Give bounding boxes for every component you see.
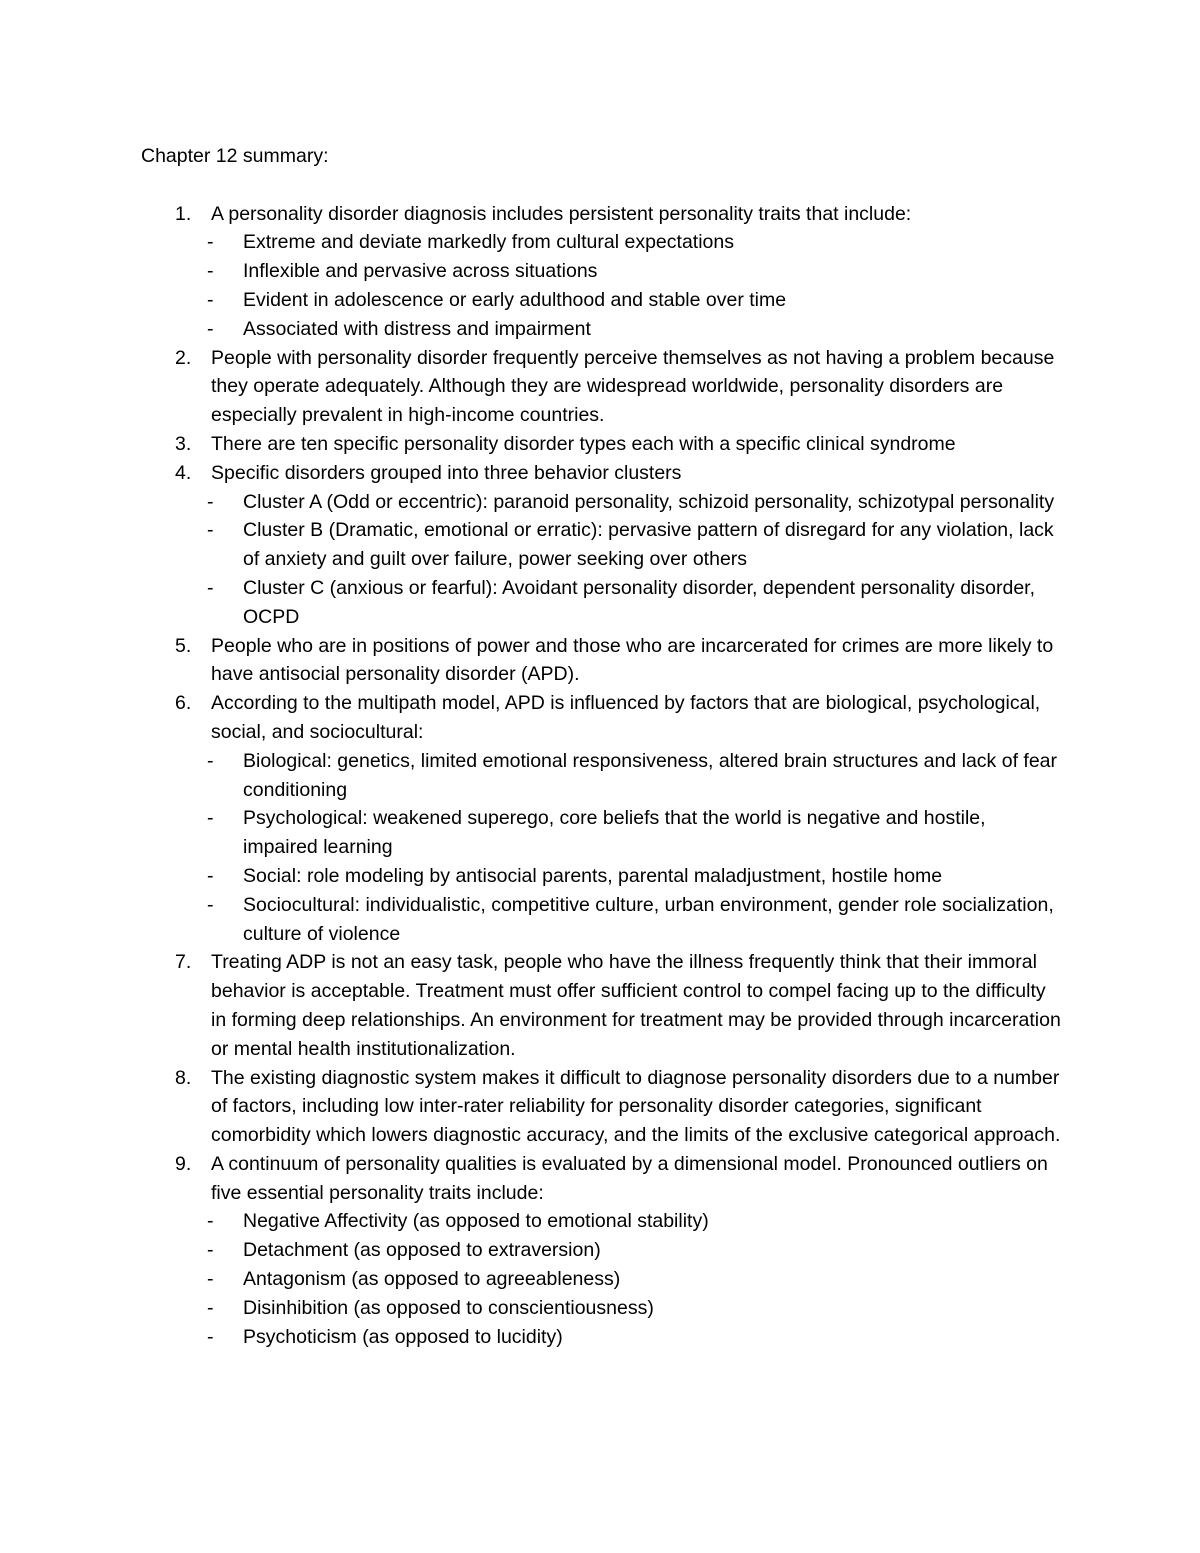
sub-list-item [207, 286, 1061, 315]
sub-list-item-text: Evident in adolescence or early adulthood and stable over time [243, 288, 787, 311]
dash-bullet: - [207, 576, 214, 599]
sub-list-item [207, 747, 1061, 805]
list-item-text: A personality disorder diagnosis includes persistent personality traits that include: [211, 202, 912, 225]
list-item-text: A continuum of personality qualities is evaluated by a dimensional model. Pronounced outliers on five essential personality traits include: [211, 1152, 1048, 1204]
document-page [141, 142, 1061, 1351]
list-item-text: There are ten specific personality disorder types each with a specific clinical syndrome [211, 432, 956, 455]
dash-bullet: - [207, 317, 214, 340]
list-item-number: 9. [175, 1152, 192, 1175]
list-item-number: 3. [175, 432, 192, 455]
sub-list-item-text: Psychological: weakened superego, core beliefs that the world is negative and hostile, impaired learning [243, 807, 986, 859]
dash-bullet: - [207, 1296, 214, 1319]
numbered-list [141, 200, 1061, 1352]
list-item [141, 632, 1061, 690]
sub-list-item-text: Negative Affectivity (as opposed to emotional stability) [243, 1210, 709, 1233]
sub-list [207, 1207, 1061, 1351]
dash-bullet: - [207, 893, 214, 916]
sub-list-item [207, 862, 1061, 891]
list-item-text: People who are in positions of power and those who are incarcerated for crimes are more likely to have antisocial personality disorder (APD). [211, 634, 1054, 686]
sub-list-item-text: Inflexible and pervasive across situations [243, 260, 598, 283]
sub-list-item [207, 315, 1061, 344]
sub-list-item [207, 804, 1061, 862]
dash-bullet: - [207, 1268, 214, 1291]
list-item-number: 6. [175, 692, 192, 715]
list-item [141, 948, 1061, 1063]
sub-list-item [207, 1236, 1061, 1265]
dash-bullet: - [207, 749, 214, 772]
page-title: Chapter 12 summary: [141, 145, 329, 167]
list-item [141, 1150, 1061, 1352]
list-item [141, 459, 1061, 632]
list-item [141, 1064, 1061, 1150]
dash-bullet: - [207, 288, 214, 311]
list-item [141, 689, 1061, 948]
sub-list-item [207, 228, 1061, 257]
sub-list-item-text: Sociocultural: individualistic, competitive culture, urban environment, gender role socialization, culture of violence [243, 893, 1054, 945]
list-item-number: 1. [175, 202, 192, 225]
sub-list-item-text: Associated with distress and impairment [243, 317, 591, 340]
list-item-number: 4. [175, 461, 192, 484]
sub-list-item-text: Biological: genetics, limited emotional responsiveness, altered brain structures and lack of fear conditioning [243, 749, 1058, 801]
sub-list-item [207, 1323, 1061, 1352]
dash-bullet: - [207, 490, 214, 513]
list-item-number: 5. [175, 634, 192, 657]
sub-list-item-text: Detachment (as opposed to extraversion) [243, 1239, 601, 1262]
list-item-text: The existing diagnostic system makes it difficult to diagnose personality disorders due to a number of factors, including low inter-rater reliability for personality disorder categories, significant comorbidity which lowers diagnostic accuracy, and the limits of the exclusive categorical approach. [211, 1066, 1061, 1147]
list-item-number: 8. [175, 1066, 192, 1089]
sub-list-item-text: Extreme and deviate markedly from cultural expectations [243, 231, 734, 254]
dash-bullet: - [207, 807, 214, 830]
sub-list-item [207, 516, 1061, 574]
list-item [141, 430, 1061, 459]
sub-list-item [207, 1294, 1061, 1323]
list-item-text: People with personality disorder frequently perceive themselves as not having a problem because they operate adequately. Although they are widespread worldwide, personality disorders are especially prevalent in high-income countries. [211, 346, 1055, 427]
list-item-text: Treating ADP is not an easy task, people who have the illness frequently think that their immoral behavior is acceptable. Treatment must offer sufficient control to compel facing up to the difficulty in forming deep relationships. An environment for treatment may be provided through incarceration or mental health institutionalization. [211, 951, 1061, 1060]
sub-list [207, 228, 1061, 343]
sub-list-item-text: Disinhibition (as opposed to conscientiousness) [243, 1296, 654, 1319]
list-item-number: 2. [175, 346, 192, 369]
sub-list-item [207, 488, 1061, 517]
sub-list [207, 488, 1061, 632]
dash-bullet: - [207, 1239, 214, 1262]
sub-list-item [207, 574, 1061, 632]
sub-list-item-text: Social: role modeling by antisocial parents, parental maladjustment, hostile home [243, 864, 943, 887]
sub-list-item-text: Cluster B (Dramatic, emotional or erratic): pervasive pattern of disregard for any violation, lack of anxiety and guilt over failure, power seeking over others [243, 519, 1054, 571]
list-item-number: 7. [175, 951, 192, 974]
dash-bullet: - [207, 231, 214, 254]
sub-list-item [207, 1265, 1061, 1294]
sub-list-item-text: Cluster C (anxious or fearful): Avoidant personality disorder, dependent personality disorder, OCPD [243, 576, 1035, 628]
dash-bullet: - [207, 1325, 214, 1348]
dash-bullet: - [207, 519, 214, 542]
dash-bullet: - [207, 1210, 214, 1233]
list-item-text: Specific disorders grouped into three behavior clusters [211, 461, 682, 484]
list-item [141, 200, 1061, 344]
sub-list-item-text: Cluster A (Odd or eccentric): paranoid personality, schizoid personality, schizotypal personality [243, 490, 1055, 513]
sub-list-item [207, 1207, 1061, 1236]
dash-bullet: - [207, 864, 214, 887]
list-item [141, 344, 1061, 430]
sub-list-item [207, 891, 1061, 949]
list-item-text: According to the multipath model, APD is influenced by factors that are biological, psychological, social, and sociocultural: [211, 692, 1041, 743]
sub-list-item-text: Psychoticism (as opposed to lucidity) [243, 1325, 563, 1348]
sub-list [207, 747, 1061, 949]
sub-list-item [207, 257, 1061, 286]
sub-list-item-text: Antagonism (as opposed to agreeableness) [243, 1268, 621, 1291]
dash-bullet: - [207, 260, 214, 283]
